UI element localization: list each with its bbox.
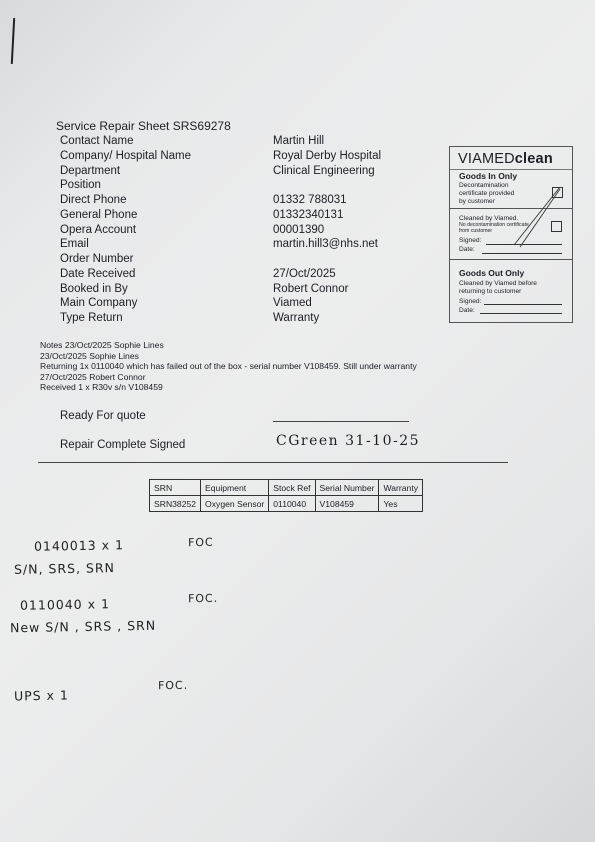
field-label: Department: [60, 164, 121, 177]
col-header: Stock Ref: [269, 480, 315, 496]
date-label: Date:: [459, 246, 475, 253]
field-value: Warranty: [273, 312, 320, 324]
decon-text: certificate provided: [459, 190, 515, 197]
table-header-row: [150, 480, 423, 496]
tick-mark-icon: [510, 187, 564, 249]
ready-for-quote-label: Ready For quote: [60, 410, 146, 422]
cleaned-text: No decontamination certificate: [459, 222, 529, 228]
table-cell: SRN38252: [150, 496, 201, 512]
field-label: Booked in By: [60, 282, 128, 295]
goods-out-heading: Goods Out Only: [459, 268, 525, 278]
field-label: Opera Account: [60, 223, 137, 236]
field-label: Direct Phone: [60, 194, 127, 206]
goods-out-text: returning to customer: [459, 288, 522, 295]
cleaned-text: from customer: [459, 228, 493, 234]
ready-signature-line: [273, 421, 409, 422]
field-value: Clinical Engineering: [273, 164, 375, 177]
col-header: Equipment: [201, 480, 269, 496]
field-label: Type Return: [60, 312, 123, 324]
field-value: Martin Hill: [273, 135, 325, 147]
field-label: Order Number: [60, 253, 134, 265]
field-value: Viamed: [273, 297, 312, 310]
table-cell: Yes: [379, 496, 423, 512]
notes-block: [40, 340, 417, 393]
field-label: Position: [60, 179, 101, 192]
field-label: Email: [60, 238, 89, 251]
viamed-brand: VIAMEDclean: [458, 151, 553, 167]
handwritten-foc: FOC.: [187, 591, 219, 606]
field-value: 01332 788031: [273, 194, 347, 206]
table-row: [150, 496, 423, 512]
field-label: Date Received: [60, 267, 136, 280]
viamed-clean-box: [449, 146, 573, 323]
decon-text: Decontamination: [459, 182, 509, 189]
handwritten-item: 0140013 x 1: [33, 537, 125, 554]
handwritten-item: 0110040 x 1: [19, 596, 111, 613]
section-divider: [38, 462, 508, 463]
note-line: 27/Oct/2025 Robert Connor: [40, 371, 146, 382]
col-header: Warranty: [379, 480, 423, 496]
goods-in-heading: Goods In Only: [459, 171, 518, 181]
table-cell: 0110040: [269, 496, 315, 512]
field-value: 00001390: [273, 223, 325, 236]
table-cell: Oxygen Sensor: [201, 496, 269, 512]
handwritten-sub: New S/N , SRS , SRN: [9, 617, 157, 636]
field-label: Contact Name: [60, 135, 134, 147]
note-line: Returning 1x 0110040 which has failed out of the box - serial number V108459. Still under warranty: [40, 361, 417, 372]
field-value: 01332340131: [273, 208, 344, 221]
date-label: Date:: [459, 307, 475, 314]
col-header: SRN: [150, 480, 201, 496]
signed-label: Signed:: [459, 298, 482, 305]
handwritten-sub: S/N, SRS, SRN: [13, 560, 116, 577]
cleaned-section: [449, 208, 573, 260]
pen-mark: [11, 18, 15, 64]
handwritten-item: UPS x 1: [13, 687, 70, 704]
sheet-title: Service Repair Sheet SRS69278: [56, 119, 231, 133]
field-label: Main Company: [60, 297, 138, 310]
field-label: Company/ Hospital Name: [60, 149, 192, 162]
signed-label: Signed:: [459, 237, 482, 244]
field-value: martin.hill3@nhs.net: [273, 238, 378, 251]
handwritten-foc: FOC.: [157, 678, 189, 693]
field-value: Robert Connor: [273, 282, 349, 295]
handwritten-foc: FOC: [187, 535, 214, 550]
field-value: 27/Oct/2025: [273, 267, 336, 280]
field-value: Royal Derby Hospital: [273, 149, 382, 162]
field-label: General Phone: [60, 208, 138, 221]
table-cell: V108459: [315, 496, 379, 512]
cleaned-text: Cleaned by Viamed.: [459, 215, 519, 222]
col-header: Serial Number: [315, 480, 379, 496]
decon-text: by customer: [459, 198, 495, 205]
repair-complete-signature: CGreen 31-10-25: [276, 433, 421, 449]
equipment-table: [149, 479, 423, 512]
note-line: Notes 23/Oct/2025 Sophie Lines: [40, 340, 164, 350]
note-line: 23/Oct/2025 Sophie Lines: [40, 350, 139, 361]
goods-out-text: Cleaned by Viamed before: [459, 280, 537, 287]
note-line: Received 1 x R30v s/n V108459: [40, 382, 163, 393]
repair-complete-label: Repair Complete Signed: [60, 439, 186, 451]
